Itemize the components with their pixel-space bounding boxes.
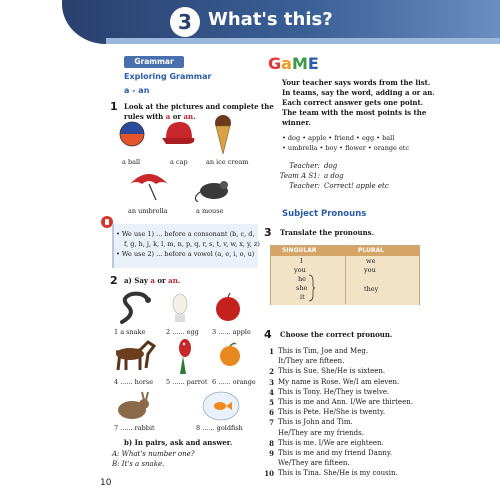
exercise-4-item-number: 2 — [269, 367, 274, 377]
exploring-grammar-heading: Exploring Grammar — [124, 72, 212, 81]
dialog-line-2: a dog — [324, 172, 344, 180]
exercise-1-number: 1 — [110, 100, 118, 113]
singular-i: I — [300, 257, 303, 265]
subject-pronouns-heading: Subject Pronouns — [282, 209, 367, 219]
goldfish-item: 8 ...... goldfish — [196, 424, 243, 432]
dialog-speaker-1: Teacher: — [289, 162, 320, 170]
exercise-2-number: 2 — [110, 274, 118, 287]
orange-picture — [218, 340, 242, 370]
exercise-4-item-number: 10 — [264, 469, 274, 479]
exercise-2a-instruction: a) Say a or an. — [124, 276, 181, 285]
exercise-4-item-text[interactable]: This is Tim, Joe and Meg. — [278, 347, 369, 355]
game-logo-letter: E — [307, 54, 319, 73]
exercise-4-item-text[interactable]: This is me and Ann. I/We are thirteen. — [278, 398, 413, 406]
game-logo-letter: G — [268, 54, 282, 73]
plural-you: you — [364, 266, 376, 274]
ball-picture — [118, 120, 146, 148]
exercise-4-item-number: 5 — [269, 398, 274, 407]
apple-item: 3 ...... apple — [212, 328, 251, 336]
game-logo-letter: M — [291, 54, 308, 73]
topic-heading: a - an — [124, 86, 150, 95]
game-text-line3: Each correct answer gets one point. — [282, 98, 424, 107]
exercise-4-item-text[interactable]: This is Sue. She/He is sixteen. — [278, 367, 386, 376]
word-list-line2: • umbrella • boy • flower • orange etc — [282, 144, 410, 152]
exercise-1-instruction-line2: rules with a or an. — [124, 112, 196, 121]
exercise-3-instruction: Translate the pronouns. — [280, 228, 375, 237]
page-number: 10 — [100, 478, 112, 488]
exercise-4-item-number: 3 — [269, 377, 274, 387]
mouse-caption: a mouse — [196, 207, 224, 215]
unit-number: 3 — [170, 7, 200, 37]
cap-caption: a cap — [170, 158, 188, 166]
exercise-1-instruction-line1: Look at the pictures and complete the — [124, 102, 274, 111]
exercise-3-number: 3 — [264, 226, 272, 239]
rabbit-picture — [112, 390, 154, 420]
exercise-4-item-text[interactable]: My name is Rose. We/I am eleven. — [278, 377, 400, 386]
exercise-4-item-text[interactable]: It/They are fifteen. — [278, 357, 345, 366]
dialog-line-1: dog — [324, 162, 338, 170]
ice-cream-picture — [213, 114, 233, 156]
exercise-4-number: 4 — [264, 328, 272, 341]
word-list-line1: • dog • apple • friend • egg • ball — [282, 134, 395, 142]
dialog-speaker-3: Teacher: — [289, 182, 320, 190]
rule-1-line1: • We use 1) ... before a consonant (b, c, d, — [116, 230, 255, 238]
rule-1-line2: f, g, h, j, k, l, m, n, p, q, r, s, t, v, w, x, y, z) — [124, 240, 260, 248]
snake-item: 1 a snake — [114, 328, 146, 336]
egg-item: 2 ...... egg — [166, 328, 199, 336]
exercise-2b-instruction: b) In pairs, ask and answer. — [124, 438, 233, 447]
egg-picture — [170, 290, 190, 324]
parrot-item: 5 ...... parrot — [166, 378, 208, 386]
apple-picture — [214, 292, 242, 322]
exercise-4-item-number: 1 — [269, 347, 274, 356]
horse-picture — [110, 338, 156, 374]
orange-item: 6 ...... orange — [212, 378, 256, 386]
exercise-4-item-text[interactable]: This is me. I/We are eighteen. — [278, 438, 384, 447]
dialog-speaker-2: Team A S1: — [279, 172, 320, 180]
dialog-line-3: Correct! apple etc — [324, 182, 389, 190]
exercise-4-item-number: 6 — [269, 408, 274, 418]
exercise-4-item-text[interactable]: This is Tina. She/He is my cousin. — [278, 469, 398, 478]
ice-cream-caption: an ice cream — [206, 158, 249, 166]
exercise-4-item-number: 8 — [269, 438, 274, 448]
rule-2: • We use 2) ... before a vowel (a, e, i, o, u) — [116, 250, 255, 258]
game-text-line2: In teams, say the word, adding a or an. — [282, 88, 435, 97]
exercise-4-item-text[interactable]: This is Tony. He/They is twelve. — [278, 387, 390, 396]
table-header-singular: SINGULAR — [282, 247, 317, 254]
exercise-4-item-text[interactable]: This is Pete. He/She is twenty. — [278, 408, 386, 417]
rabbit-item: 7 ...... rabbit — [114, 424, 155, 432]
dialog-line-a: A: What's number one? — [112, 450, 195, 458]
singular-she: she — [296, 284, 308, 292]
snake-picture — [118, 290, 154, 326]
game-text-line5: winner. — [282, 118, 311, 127]
parrot-picture — [176, 336, 194, 376]
mouse-picture — [194, 176, 238, 202]
horse-item: 4 ...... horse — [114, 378, 154, 386]
plural-they: they — [364, 285, 379, 293]
exercise-4-item-text[interactable]: We/They are fifteen. — [278, 459, 350, 468]
exercise-4-instruction: Choose the correct pronoun. — [280, 330, 393, 339]
goldfish-picture — [200, 386, 242, 422]
unit-banner — [62, 0, 500, 44]
umbrella-picture — [128, 168, 170, 204]
singular-it: it — [300, 293, 305, 301]
exercise-4-item-text[interactable]: He/They are my friends. — [278, 428, 364, 437]
grammar-tab: Grammar — [124, 56, 184, 68]
cap-picture — [160, 118, 196, 148]
exercise-4-item-number: 9 — [269, 449, 274, 458]
exercise-4-item-text[interactable]: This is me and my friend Danny. — [278, 449, 393, 457]
ball-caption: a ball — [122, 158, 141, 166]
umbrella-caption: an umbrella — [128, 207, 168, 215]
singular-you: you — [294, 266, 306, 274]
plural-we: we — [366, 257, 376, 265]
game-logo — [268, 54, 319, 73]
exercise-4-item-text[interactable]: This is John and Tim. — [278, 418, 353, 427]
singular-he: he — [298, 275, 307, 283]
dialog-line-b: B: It's a snake. — [112, 460, 165, 468]
game-logo-letter: a — [281, 54, 292, 73]
exercise-4-item-number: 4 — [269, 387, 274, 397]
exercise-4-item-number: 7 — [269, 418, 274, 428]
pronoun-table-divider — [345, 246, 346, 304]
game-text-line4: The team with the most points is the — [282, 108, 427, 117]
table-header-plural: PLURAL — [358, 247, 384, 254]
game-text-line1: Your teacher says words from the list. — [282, 78, 431, 87]
unit-title: What's this? — [208, 9, 333, 30]
pronoun-brace — [308, 274, 316, 302]
